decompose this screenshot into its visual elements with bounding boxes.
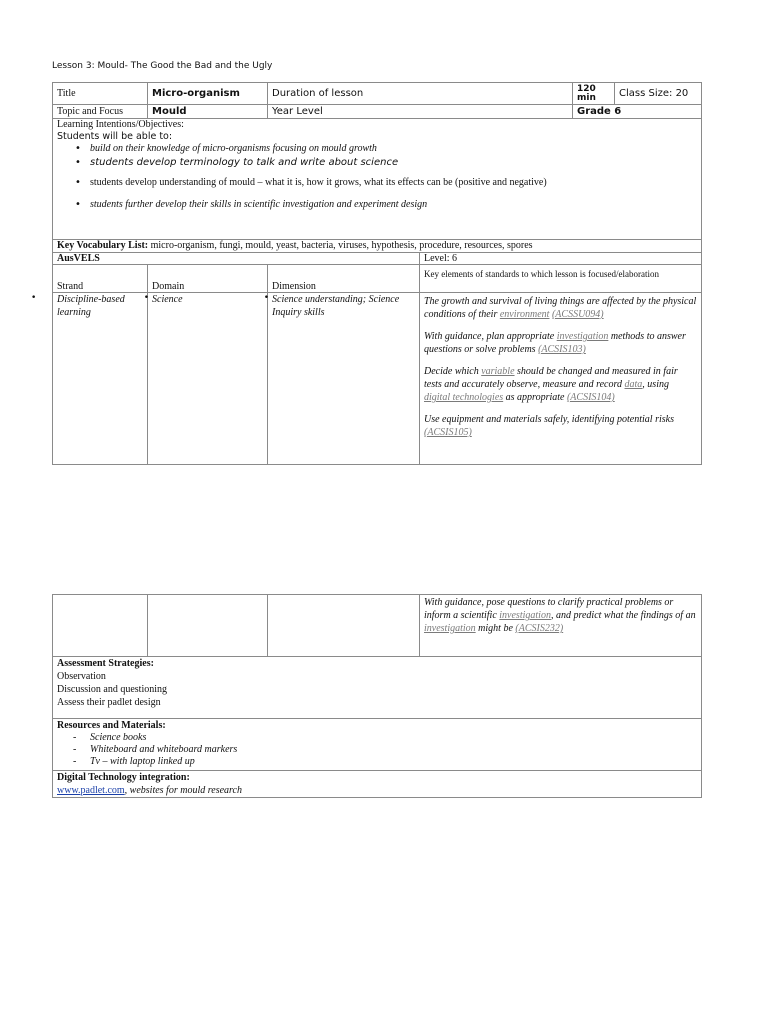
strand-cell — [31, 293, 149, 465]
digital-cell — [53, 771, 702, 798]
glossary-link[interactable]: investigation — [556, 331, 609, 342]
duration-label: Duration of lesson — [268, 83, 573, 105]
bullet-icon: • — [263, 293, 269, 303]
resource-item: - Science books — [57, 732, 697, 744]
standards-cell — [420, 293, 702, 465]
domain-cell — [148, 293, 268, 465]
standard-item: Decide which variable should be changed and measured in fair tests and accurately observe, measure and record data, using digital technologies as appropriate (ACSIS104) — [424, 366, 678, 403]
standard-item: The growth and survival of living things are affected by the physical conditions of their environment (ACSSU094) — [424, 296, 697, 320]
glossary-link[interactable]: investigation — [499, 610, 551, 621]
curriculum-code-link[interactable]: (ACSIS232) — [515, 623, 564, 634]
dimension-cell-empty — [268, 595, 420, 657]
assessment-item: Discussion and questioning — [57, 684, 167, 695]
resource-item: - Tv – with laptop linked up — [57, 756, 697, 768]
assessment-heading: Assessment Strategies: — [57, 658, 154, 669]
topic-label: Topic and Focus — [53, 105, 148, 119]
bullet-icon: • — [143, 293, 149, 303]
strand-cell-empty — [53, 595, 148, 657]
objectives-heading: Learning Intentions/Objectives: — [57, 119, 184, 130]
curriculum-code-link[interactable]: (ACSIS105) — [424, 427, 472, 438]
curriculum-code-link[interactable]: (ACSSU094) — [551, 309, 604, 320]
resources-heading: Resources and Materials: — [57, 720, 166, 731]
vocabulary-label: Key Vocabulary List: — [57, 240, 149, 251]
ausvels-label: AusVELS — [53, 253, 420, 265]
vocabulary-row — [53, 240, 702, 253]
topic-value: Mould — [148, 105, 268, 119]
glossary-link[interactable]: digital technologies — [424, 392, 504, 403]
objectives-intro: Students will be able to: — [57, 131, 173, 142]
objectives-cell — [53, 119, 702, 240]
bullet-icon: • — [31, 293, 37, 303]
strand-value: Discipline-based learning — [57, 294, 125, 318]
vocabulary-text: micro-organism, fungi, mould, yeast, bacteria, viruses, hypothesis, procedure, resources, spores — [148, 240, 533, 251]
resource-item: - Whiteboard and whiteboard markers — [57, 744, 697, 756]
curriculum-code-link[interactable]: (ACSIS103) — [538, 344, 586, 355]
assessment-item: Assess their padlet design — [57, 697, 161, 708]
domain-header: Domain — [148, 265, 268, 293]
domain-cell-empty — [148, 595, 268, 657]
standard-item: With guidance, pose questions to clarify practical problems or inform a scientific investigation, and predict what the findings of an investigation might be (ACSIS232) — [420, 595, 702, 657]
glossary-link[interactable]: environment — [499, 309, 550, 320]
year-value: Grade 6 — [573, 105, 702, 119]
standard-item: Use equipment and materials safely, identifying potential risks (ACSIS105) — [424, 414, 674, 438]
objective-item: • students develop understanding of mould – what it is, how it grows, what its effects can be (positive and negative) — [57, 176, 697, 189]
lesson-plan-table-continued — [52, 594, 702, 798]
lesson-plan-table — [31, 82, 702, 465]
glossary-link[interactable]: variable — [481, 366, 515, 377]
padlet-link[interactable]: www.padlet.com — [57, 785, 125, 796]
key-elements-header: Key elements of standards to which lesson is focused/elaboration — [420, 265, 702, 293]
standard-item: With guidance, plan appropriate investigation methods to answer questions or solve problems (ACSIS103) — [424, 331, 686, 355]
year-label: Year Level — [268, 105, 573, 119]
duration-value: 120 min — [573, 83, 615, 105]
class-size: Class Size: 20 — [615, 83, 702, 105]
domain-value: Science — [152, 294, 183, 305]
digital-text: , websites for mould research — [124, 785, 242, 796]
assessment-cell — [53, 657, 702, 719]
dimension-value: Science understanding; Science Inquiry skills — [272, 294, 400, 318]
objective-item: • build on their knowledge of micro-organisms focusing on mould growth — [57, 142, 697, 155]
assessment-item: Observation — [57, 671, 106, 682]
strand-header: Strand — [53, 265, 148, 293]
dimension-cell — [268, 293, 420, 465]
document-title: Lesson 3: Mould- The Good the Bad and the Ugly — [52, 61, 273, 71]
digital-heading: Digital Technology integration: — [57, 772, 190, 783]
glossary-link[interactable]: investigation — [424, 623, 476, 634]
glossary-link[interactable]: data — [624, 379, 643, 390]
dimension-header: Dimension — [268, 265, 420, 293]
ausvels-level: Level: 6 — [420, 253, 702, 265]
objective-item: • students develop terminology to talk and write about science — [57, 155, 697, 170]
title-value: Micro-organism — [148, 83, 268, 105]
curriculum-code-link[interactable]: (ACSIS104) — [566, 392, 615, 403]
objective-item: • students further develop their skills in scientific investigation and experiment design — [57, 198, 697, 211]
title-label: Title — [53, 83, 148, 105]
resources-cell — [53, 719, 702, 771]
